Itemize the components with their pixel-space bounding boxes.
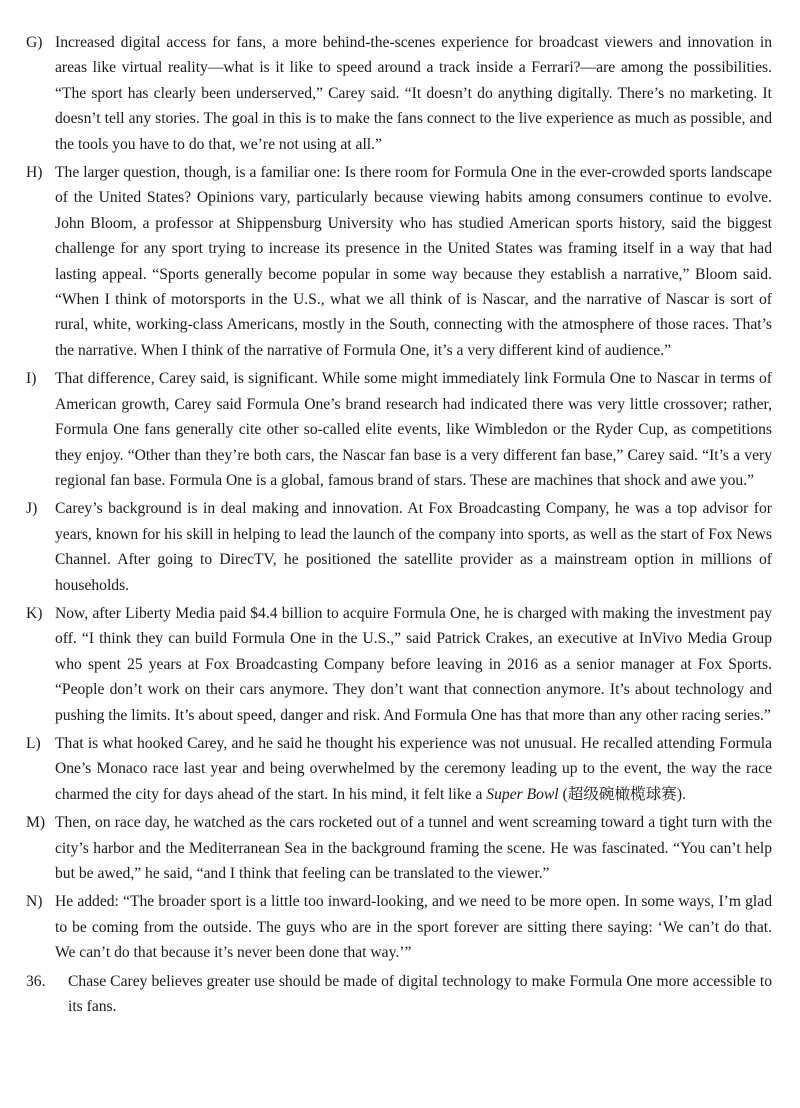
paragraph-j	[26, 496, 772, 598]
paragraph-text-tail: (超级碗橄榄球赛).	[558, 785, 686, 803]
paragraph-n	[26, 889, 772, 965]
question-36	[26, 969, 772, 1020]
paragraph-text: Carey’s background is in deal making and innovation. At Fox Broadcasting Company, he was a top advisor for years, known for his skill in helping to lead the launch of the company into sports, as well as the start of Fox News Channel. After going to DirecTV, he positioned the satellite provider as a mainstream option in millions of households.	[55, 500, 772, 594]
paragraph-text: That is what hooked Carey, and he said he thought his experience was not unusual. He recalled attending Formula One’s Monaco race last year and being overwhelmed by the ceremony leading up to the event, the way the race charmed the city for days ahead of the start. In his mind, it felt like a	[55, 734, 772, 803]
paragraph-label: G)	[26, 34, 43, 51]
paragraph-text: That difference, Carey said, is significant. While some might immediately link Formula One to Nascar in terms of American growth, Carey said Formula One’s brand research had indicated there was very little crossover; rather, Formula One fans generally cite other so-called elite events, like Wimbledon or the Ryder Cup, as competitions they enjoy. “Other than they’re both cars, the Nascar fan base is a very different fan base,” Carey said. “It’s a very regional fan base. Formula One is a global, famous brand of stars. These are machines that shock and awe you.”	[55, 370, 772, 489]
paragraph-text: Now, after Liberty Media paid $4.4 billion to acquire Formula One, he is charged with making the investment pay off. “I think they can build Formula One in the U.S.,” said Patrick Crakes, an executive at InVivo Media Group who spent 25 years at Fox Broadcasting Company before leaving in 2016 as a senior manager at Fox Sports. “People don’t work on their cars anymore. They don’t want that connection anymore. It’s about technology and pushing the limits. It’s about speed, danger and risk. And Formula One has that more than any other racing series.”	[55, 604, 772, 724]
paragraph-text-container	[55, 735, 772, 803]
paragraph-text: The larger question, though, is a familiar one: Is there room for Formula One in the ever-crowded sports landscape of the United States? Opinions vary, particularly because viewing habits among consumers continue to evolve. John Bloom, a professor at Shippensburg University who has studied American sports history, said the biggest challenge for any sport trying to increase its presence in the United States was framing itself in a way that had lasting appeal. “Sports generally become popular in some way because they establish a narrative,” Bloom said. “When I think of motorsports in the U.S., what we all think of is Nascar, and the narrative of Nascar is sort of rural, white, working-class Americans, mostly in the South, connecting with the atmosphere of those races. That’s the narrative. When I think of the narrative of Formula One, it’s a very different kind of audience.”	[55, 164, 772, 359]
paragraph-label: K)	[26, 604, 43, 622]
paragraph-label: I)	[26, 370, 37, 388]
paragraph-text: Then, on race day, he watched as the cars rocketed out of a tunnel and went screaming toward a tight turn with the city’s harbor and the Mediterranean Sea in the background framing the scene. He was fascinated. “You can’t help but be awed,” he said, “and I think that feeling can be translated to the viewer.”	[55, 814, 772, 882]
paragraph-g	[26, 30, 772, 157]
paragraph-label: N)	[26, 893, 43, 911]
question-text: Chase Carey believes greater use should be made of digital technology to make Formula One more accessible to its fans.	[68, 972, 772, 1016]
paragraph-h	[26, 160, 772, 363]
paragraph-i	[26, 366, 772, 493]
paragraph-k	[26, 601, 772, 728]
paragraph-label: J)	[26, 500, 38, 518]
paragraph-text: Increased digital access for fans, a more behind-the-scenes experience for broadcast viewers and innovation in areas like virtual reality—what is it like to speed around a track inside a Ferrari?—are among the possibilities. “The sport has clearly been underserved,” Carey said. “It doesn’t do anything digitally. There’s no marketing. It doesn’t tell any stories. The goal in this is to make the fans connect to the live experience as much as possible, and the tools you have to do that, we’re not using at all.”	[55, 34, 772, 153]
paragraph-l	[26, 731, 772, 807]
question-number: 36.	[26, 972, 46, 990]
paragraph-label: L)	[26, 734, 41, 752]
paragraph-label: H)	[26, 164, 43, 182]
paragraph-m	[26, 810, 772, 886]
italic-term: Super Bowl	[486, 785, 559, 803]
paragraph-text: He added: “The broader sport is a little too inward-looking, and we need to be more open. In some ways, I’m glad to be coming from the outside. The guys who are in the sport forever are sitting there saying: ‘We can’t do that. We can’t do that because it’s never been done that way.’”	[55, 893, 772, 962]
paragraph-label: M)	[26, 814, 46, 832]
